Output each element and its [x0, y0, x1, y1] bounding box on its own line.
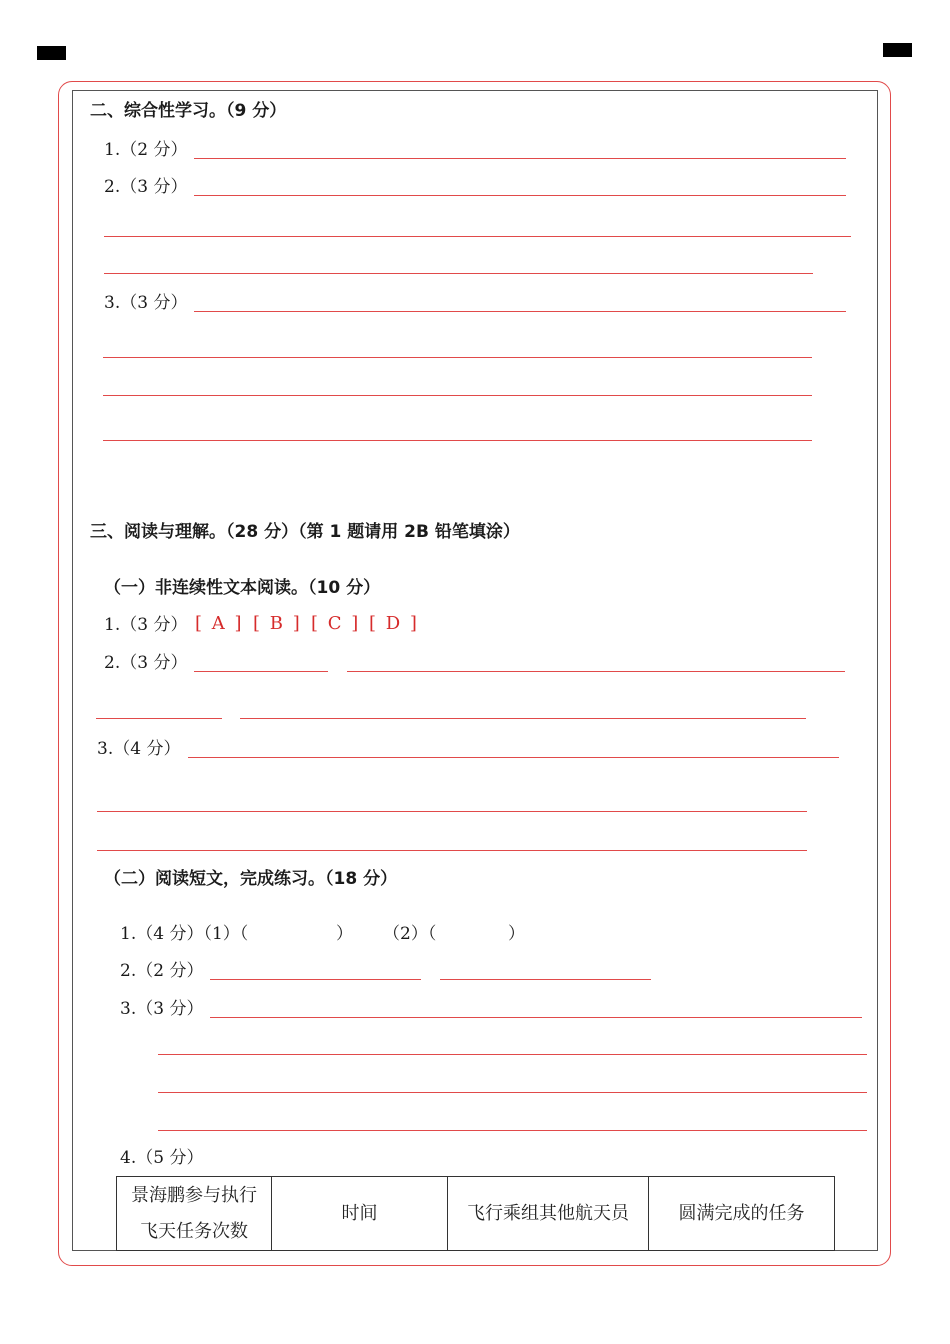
s3p2-q2-label: 2.（2 分） [120, 961, 204, 981]
s3p1-q3-answer-line[interactable] [97, 811, 807, 812]
s3p2-q3-answer-line[interactable] [158, 1092, 867, 1093]
section2-title: 二、综合性学习。（9 分） [90, 101, 287, 121]
registration-marker-right [883, 43, 912, 57]
s3p1-q2-answer-line[interactable] [240, 718, 806, 719]
s3p2-q2-answer-line[interactable] [210, 979, 421, 980]
header-time: 时间 [272, 1177, 448, 1251]
s3p2-q3-answer-line[interactable] [158, 1130, 867, 1131]
s2-q1-answer-line[interactable] [194, 158, 846, 159]
s2-q2-label: 2.（3 分） [104, 177, 188, 197]
s2-q2-answer-line[interactable] [104, 273, 813, 274]
s3p2-q1-sub2-label: （2）（ [383, 924, 437, 944]
s3p2-q1-sub2-close: ） [508, 924, 525, 944]
choice-c-bubble[interactable]: [ C ] [311, 613, 361, 634]
s3p1-q3-answer-line[interactable] [188, 757, 839, 758]
header-task: 圆满完成的任务 [649, 1177, 835, 1251]
table-header-row [117, 1177, 835, 1251]
choice-d-bubble[interactable]: [ D ] [369, 613, 419, 634]
s3-part1-title: （一）非连续性文本阅读。（10 分） [104, 578, 381, 598]
s3p1-q3-answer-line[interactable] [97, 850, 807, 851]
section3-title: 三、阅读与理解。（28 分）（第 1 题请用 2B 铅笔填涂） [90, 522, 520, 542]
s3p1-q2-answer-line[interactable] [194, 671, 328, 672]
choice-a-bubble[interactable]: [ A ] [195, 613, 244, 634]
s3p1-q2-label: 2.（3 分） [104, 653, 188, 673]
header-mission-count-line1: 景海鹏参与执行 [131, 1184, 257, 1206]
s3-part2-title: （二）阅读短文，完成练习。（18 分） [104, 869, 398, 889]
s3p2-q1-sub1-close: ） [336, 924, 353, 944]
s3p2-q4-label: 4.（5 分） [120, 1148, 204, 1168]
s3p1-q2-answer-line[interactable] [96, 718, 222, 719]
s3p2-q2-answer-line[interactable] [440, 979, 651, 980]
s3p2-q3-answer-line[interactable] [158, 1054, 867, 1055]
header-crew: 飞行乘组其他航天员 [448, 1177, 649, 1251]
s3p1-q2-answer-line[interactable] [347, 671, 845, 672]
header-mission-count-line2: 飞天任务次数 [140, 1220, 248, 1242]
s2-q3-label: 3.（3 分） [104, 293, 188, 313]
s2-q2-answer-line[interactable] [194, 195, 846, 196]
s2-q2-answer-line[interactable] [104, 236, 851, 237]
s3p1-q3-label: 3.（4 分） [97, 739, 181, 759]
s3p2-q3-answer-line[interactable] [210, 1017, 862, 1018]
s2-q3-answer-line[interactable] [103, 440, 812, 441]
choice-b-bubble[interactable]: [ B ] [253, 613, 302, 634]
s2-q3-answer-line[interactable] [194, 311, 846, 312]
s2-q3-answer-line[interactable] [103, 395, 812, 396]
registration-marker-left [37, 46, 66, 60]
s2-q3-answer-line[interactable] [103, 357, 812, 358]
s3p2-q1-label: 1.（4 分）（1）（ [120, 924, 249, 944]
s2-q1-label: 1.（2 分） [104, 140, 188, 160]
header-mission-count [117, 1177, 272, 1251]
mission-info-table [116, 1176, 835, 1251]
s3p2-q3-label: 3.（3 分） [120, 999, 204, 1019]
s3p1-q1-label: 1.（3 分） [104, 615, 188, 635]
